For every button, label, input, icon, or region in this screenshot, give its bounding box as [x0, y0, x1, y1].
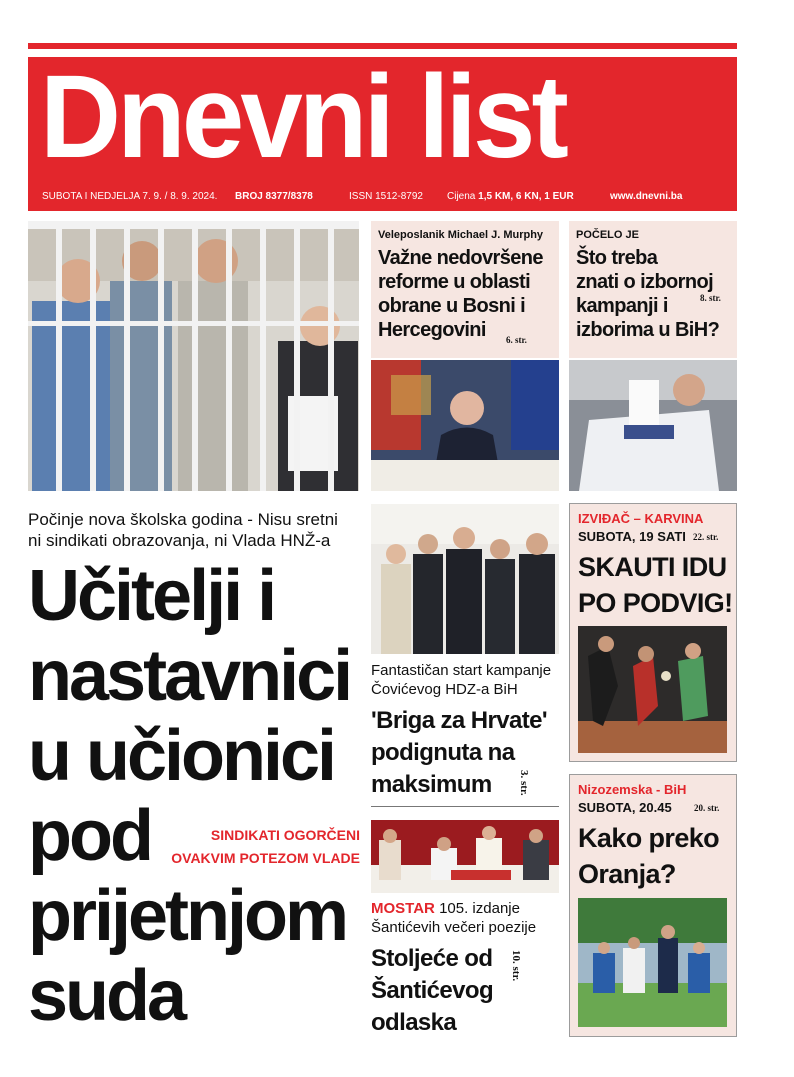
murphy-headline-line: obrane u Bosni i: [378, 295, 526, 317]
lead-headline-line: nastavnici: [28, 636, 351, 716]
lead-headline[interactable]: [28, 556, 368, 1036]
campaign-page-ref: 8. str.: [700, 293, 721, 303]
scouts-page-ref: 22. str.: [693, 532, 719, 542]
ballot-box-photo: [569, 360, 737, 491]
campaign-headline-line: znati o izbornoj: [576, 271, 714, 293]
masthead-price: [447, 191, 574, 202]
campaign-headline[interactable]: [576, 246, 719, 342]
lead-kicker-line: ni sindikati obrazovanja, ni Vlada HNŽ-a: [28, 531, 331, 550]
hdz-page-ref: 3. str.: [518, 770, 530, 796]
hdz-kicker-line: Čovićevog HDZ-a BiH: [371, 681, 518, 698]
murphy-page-ref: 6. str.: [506, 335, 527, 345]
masthead-title: Dnevni list: [40, 51, 566, 183]
murphy-headline-line: reforme u oblasti: [378, 271, 531, 293]
campaign-headline-line: kampanji i: [576, 295, 668, 317]
lead-headline-line: prijetnjom: [28, 876, 347, 956]
murphy-photo: [371, 360, 559, 491]
football-headline-line: Kako preko: [578, 823, 720, 853]
mostar-headline[interactable]: [371, 943, 493, 1039]
mostar-kicker-line: Šantićevih večeri poezije: [371, 919, 537, 936]
murphy-headline-line: Hercegovini: [378, 319, 486, 341]
price-label: Cijena: [447, 191, 476, 202]
scouts-time: SUBOTA, 19 SATI: [578, 529, 686, 544]
murphy-headline-line: Važne nedovršene: [378, 247, 543, 269]
campaign-headline-line: Što treba: [576, 247, 658, 269]
masthead-issn: ISSN 1512-8792: [349, 191, 423, 202]
lead-headline-line: suda: [28, 956, 185, 1036]
scouts-kicker: IZVIĐAČ – KARVINA: [578, 511, 704, 526]
mostar-kicker: [371, 899, 536, 937]
lead-subhead-line: SINDIKATI OGORČENI: [210, 827, 360, 843]
lead-subhead: [170, 824, 360, 870]
mostar-photo: [371, 820, 559, 893]
scouts-headline-line: PO PODVIG!: [578, 588, 733, 618]
mostar-headline-line: Stoljeće od: [371, 945, 493, 972]
price-value: 1,5 KM, 6 KN, 1 EUR: [478, 191, 574, 202]
football-headline-line: Oranja?: [578, 859, 676, 889]
lead-headline-line: Učitelji i: [28, 556, 275, 636]
lead-headline-line: pod: [28, 796, 151, 876]
mostar-kicker-line: [371, 899, 536, 918]
lead-subhead-line: OVAKVIM POTEZOM VLADE: [171, 850, 360, 866]
handball-photo: [578, 626, 727, 753]
football-kicker: Nizozemska - BiH: [578, 782, 687, 797]
masthead-issue: BROJ 8377/8378: [235, 191, 313, 202]
hdz-kicker-line: Fantastičan start kampanje: [371, 662, 552, 679]
football-photo: [578, 898, 727, 1027]
hdz-photo: [371, 504, 559, 654]
hdz-headline-line: 'Briga za Hrvate': [371, 707, 547, 734]
lead-kicker: [28, 509, 338, 551]
murphy-kicker: Veleposlanik Michael J. Murphy: [378, 229, 544, 241]
mostar-page-ref: 10. str.: [510, 950, 522, 982]
lead-photo: [28, 221, 359, 491]
murphy-headline[interactable]: [378, 246, 543, 342]
divider: [371, 806, 559, 807]
lead-kicker-line: Počinje nova školska godina - Nisu sretni: [28, 510, 338, 529]
campaign-kicker: POČELO JE: [576, 229, 639, 241]
mostar-place: MOSTAR: [371, 900, 435, 917]
campaign-headline-line: izborima u BiH?: [576, 319, 720, 341]
masthead-website[interactable]: www.dnevni.ba: [610, 191, 683, 202]
football-page-ref: 20. str.: [694, 803, 720, 813]
hdz-headline-line: maksimum: [371, 771, 492, 798]
hdz-kicker: [371, 661, 551, 699]
mostar-headline-line: Šantićevog: [371, 977, 494, 1004]
lead-headline-line: u učionici: [28, 716, 335, 796]
mostar-headline-line: odlaska: [371, 1009, 457, 1036]
football-time: SUBOTA, 20.45: [578, 800, 672, 815]
scouts-headline-line: SKAUTI IDU: [578, 552, 727, 582]
mostar-kicker-text: 105. izdanje: [439, 900, 520, 917]
football-headline[interactable]: [578, 820, 719, 892]
masthead-date: SUBOTA I NEDJELJA 7. 9. / 8. 9. 2024.: [42, 191, 218, 202]
masthead-top-rule: [28, 43, 737, 49]
scouts-headline[interactable]: [578, 549, 733, 621]
hdz-headline-line: podignuta na: [371, 739, 515, 766]
